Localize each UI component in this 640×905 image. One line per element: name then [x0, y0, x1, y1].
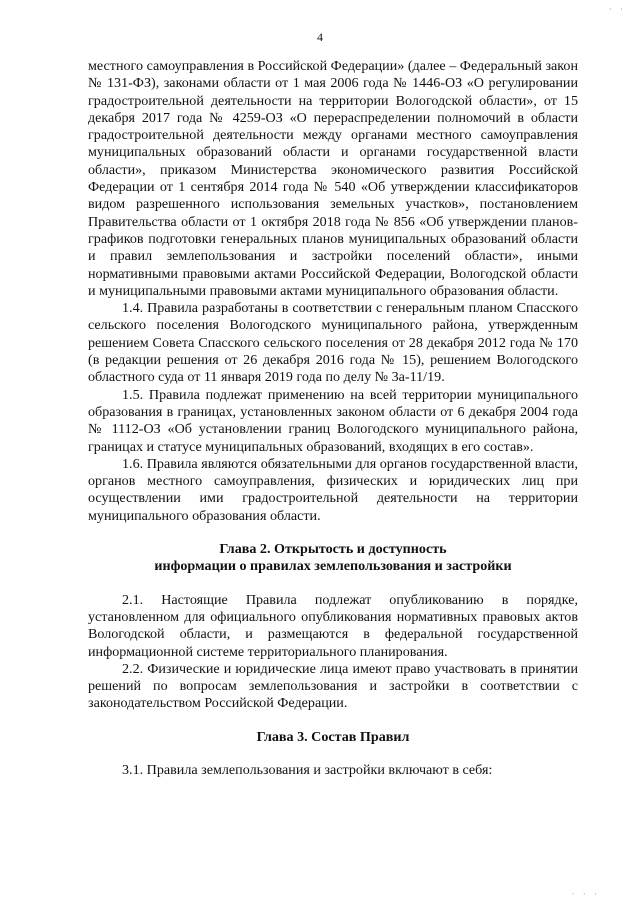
chapter-2-title-line-1: Глава 2. Открытость и доступность	[219, 541, 447, 558]
paragraph-2-1: 2.1. Настоящие Правила подлежат опубликованию в порядке, установленном для официального опубликования нормативных правовых актов Вологодской области, и размещаются в федеральной государственной информационной системе территориального планирования.	[88, 591, 578, 660]
spacer	[88, 713, 578, 729]
paragraph-1-5: 1.5. Правила подлежат применению на всей территории муниципального образования в границах, установленных законом области от 6 декабря 2004 года № 1112-ОЗ «Об установлении границ Вологодского муниципального района, границах и статусе муниципальных образований, входящих в его состав».	[88, 386, 578, 455]
paragraph-1-4: 1.4. Правила разработаны в соответствии с генеральным планом Спасского сельского поселения Вологодского муниципального района, утвержденным решением Совета Спасского сельского поселения от 28 декабря 2012 года № 170 (в редакции решения от 26 декабря 2016 года № 15), решением Вологодского областного суда от 11 января 2019 года по делу № 3а-11/19.	[88, 300, 578, 386]
corner-scan-mark: · ·	[608, 4, 626, 14]
spacer	[88, 746, 578, 762]
paragraph-1-6: 1.6. Правила являются обязательными для органов государственной власти, органов местного самоуправления, физических и юридических лиц при осуществлении ими градостроительной деятельности на территории муниципального образования области.	[88, 455, 578, 524]
document-body	[88, 58, 578, 779]
chapter-3-title: Глава 3. Состав Правил	[256, 728, 410, 745]
paragraph-3-1: 3.1. Правила землепользования и застройки включают в себя:	[122, 761, 493, 778]
spacer	[88, 525, 578, 541]
paragraph-legal-basis: местного самоуправления в Российской Федерации» (далее – Федеральный закон № 131-ФЗ), законами области от 1 мая 2006 года № 1446-ОЗ «О регулировании градостроительной деятельности на территории Вологодской области», от 15 декабря 2017 года № 4259-ОЗ «О перераспределении полномочий в области градостроительной деятельности между органами местного самоуправления муниципальных образований области и органами государственной власти области», приказом Министерства экономического развития Российской Федерации от 1 сентября 2014 года № 540 «Об утверждении классификаторов видом разрешенного использования земельных участков», постановлением Правительства области от 1 октября 2018 года № 856 «Об утверждении планов-графиков подготовки генеральных планов муниципальных образований области и правил землепользования и застройки поселений области», иными нормативными правовыми актами Российской Федерации, Вологодской области и муниципальными правовыми актами муниципального образования области.	[88, 58, 578, 299]
page-number: 4	[317, 30, 323, 44]
chapter-2-title-line-2: информации о правилах землепользования и застройки	[154, 558, 512, 575]
corner-scan-mark: · · ·	[571, 889, 600, 899]
spacer	[88, 576, 578, 592]
paragraph-2-2: 2.2. Физические и юридические лица имеют право участвовать в принятии решений по вопросам землепользования и застройки в соответствии с законодательством Российской Федерации.	[88, 660, 578, 712]
